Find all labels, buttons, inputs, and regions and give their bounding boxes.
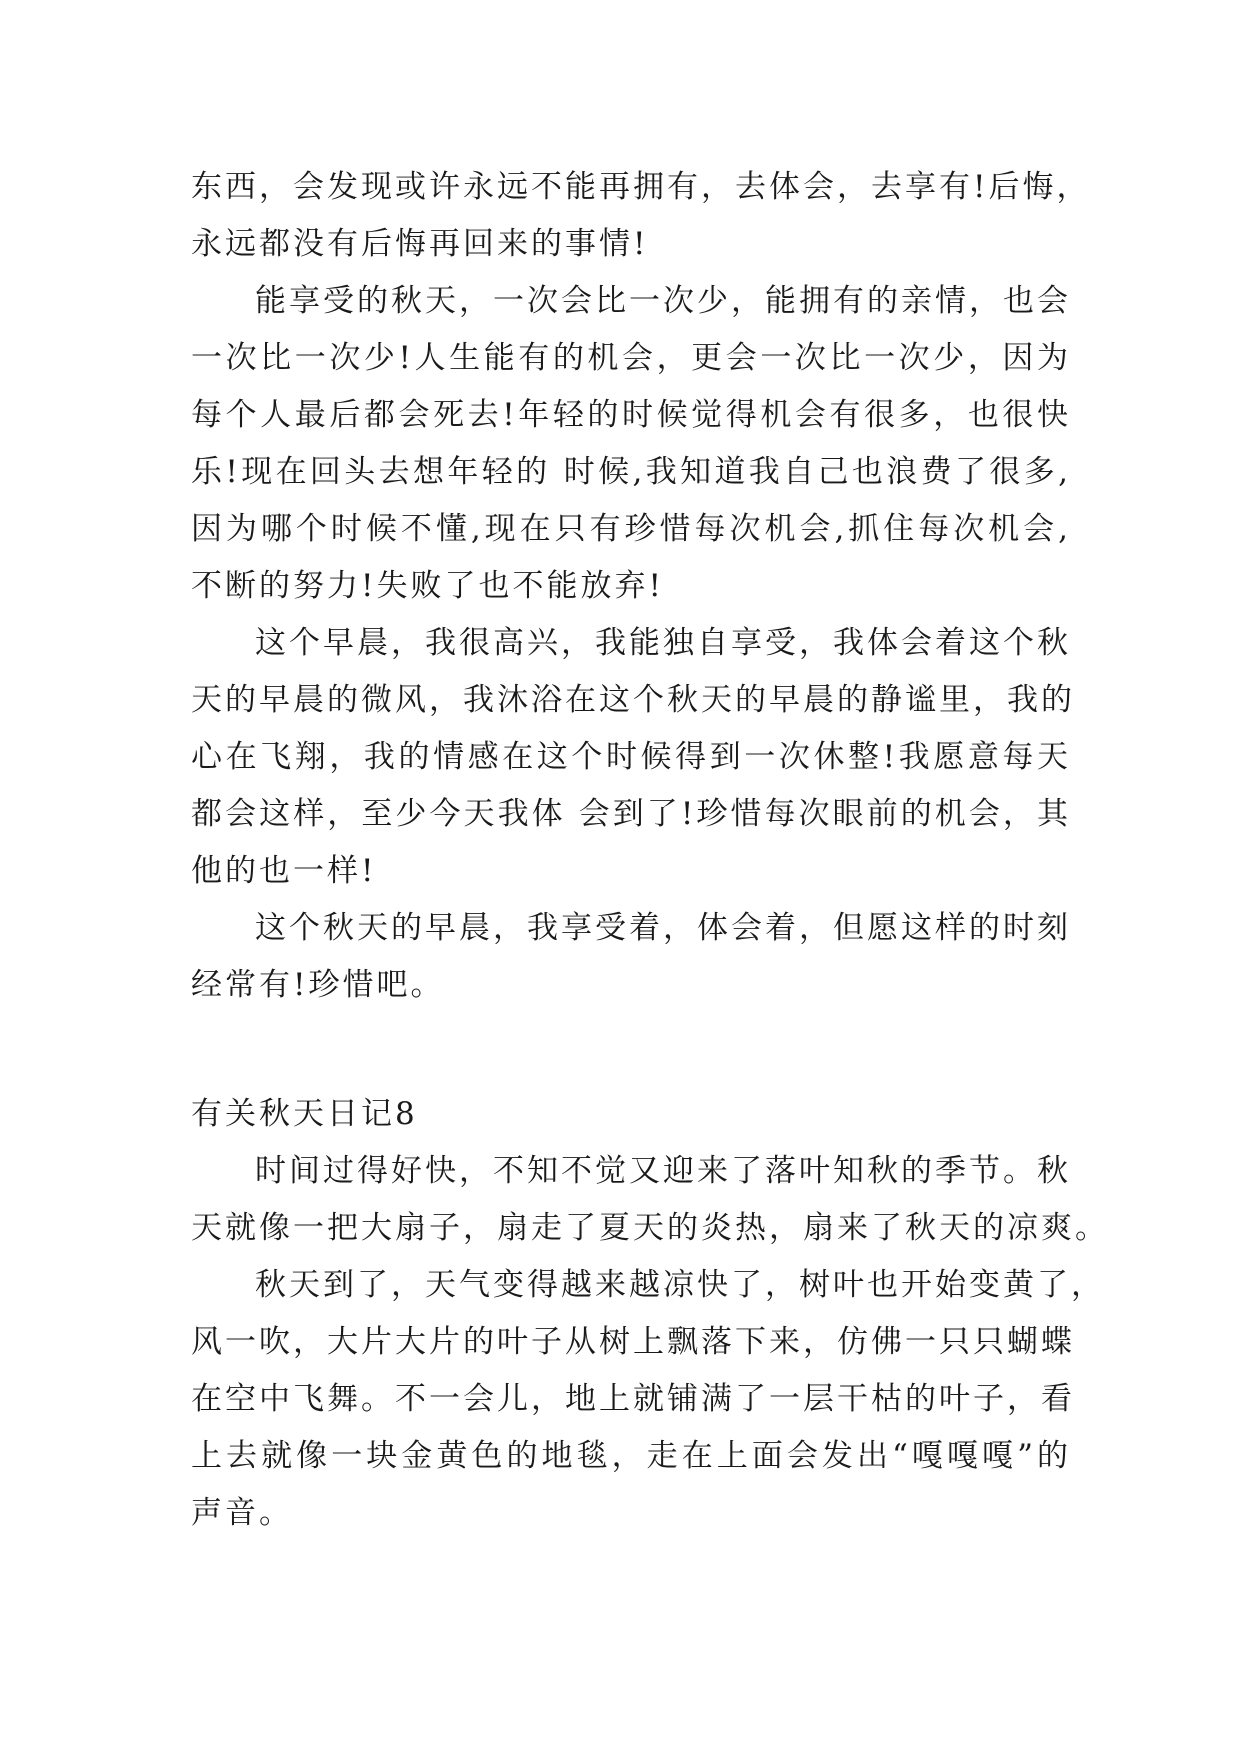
text-line: 东西，会发现或许永远不能再拥有，去体会，去享有!后悔， [191, 169, 1091, 205]
text-line: 心在飞翔，我的情感在这个时候得到一次休整!我愿意每天 [191, 739, 1071, 775]
text-line: 天就像一把大扇子，扇走了夏天的炎热，扇来了秋天的凉爽。 [191, 1210, 1109, 1246]
text-line: 因为哪个时候不懂,现在只有珍惜每次机会,抓住每次机会, [191, 511, 1071, 547]
text-line: 乐!现在回头去想年轻的 时候,我知道我自己也浪费了很多, [191, 454, 1071, 490]
section-heading: 有关秋天日记8 [191, 1096, 418, 1132]
text-line: 不断的努力!失败了也不能放弃! [191, 568, 664, 604]
text-line: 天的早晨的微风，我沐浴在这个秋天的早晨的静谧里，我的 [191, 682, 1075, 718]
text-line: 一次比一次少!人生能有的机会，更会一次比一次少，因为 [191, 340, 1071, 376]
paragraph-start: 这个秋天的早晨，我享受着，体会着，但愿这样的时刻 [255, 910, 1071, 946]
paragraph-start: 秋天到了，天气变得越来越凉快了，树叶也开始变黄了， [255, 1267, 1105, 1303]
text-line: 上去就像一块金黄色的地毯，走在上面会发出“嘎嘎嘎”的 [191, 1438, 1071, 1474]
text-line: 风一吹，大片大片的叶子从树上飘落下来，仿佛一只只蝴蝶 [191, 1324, 1075, 1360]
text-line: 都会这样，至少今天我体 会到了!珍惜每次眼前的机会，其 [191, 796, 1071, 832]
text-line: 永远都没有后悔再回来的事情! [191, 226, 649, 262]
paragraph-start: 时间过得好快，不知不觉又迎来了落叶知秋的季节。秋 [255, 1153, 1071, 1189]
text-line: 每个人最后都会死去!年轻的时候觉得机会有很多，也很快 [191, 397, 1071, 433]
text-line: 声音。 [191, 1495, 293, 1531]
paragraph-start: 能享受的秋天，一次会比一次少，能拥有的亲情，也会 [255, 283, 1071, 319]
text-line: 在空中飞舞。不一会儿，地上就铺满了一层干枯的叶子，看 [191, 1381, 1075, 1417]
text-line: 他的也一样! [191, 853, 377, 889]
text-line: 经常有!珍惜吧。 [191, 967, 445, 1003]
paragraph-start: 这个早晨，我很高兴，我能独自享受，我体会着这个秋 [255, 625, 1071, 661]
